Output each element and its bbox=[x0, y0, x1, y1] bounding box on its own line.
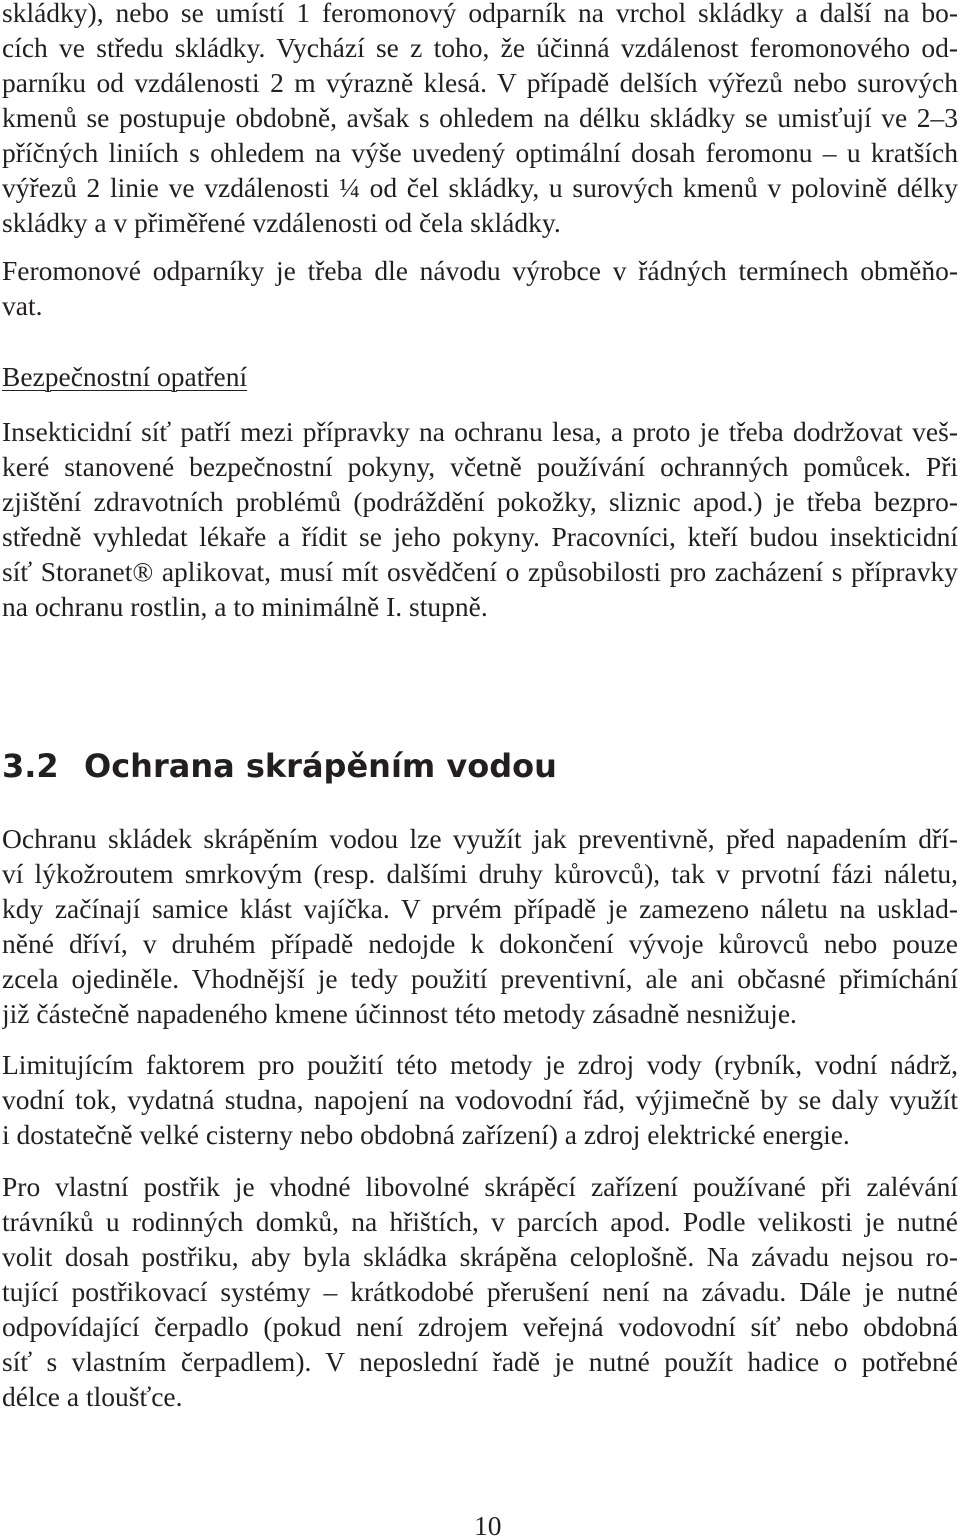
subheading-text: Bezpečnostní opatření bbox=[2, 361, 248, 392]
paragraph-line: zjištění zdravotních problémů (podráždění pokožky, sliznic apod.) je třeba bezpro- bbox=[2, 486, 958, 517]
paragraph-line: zcela ojediněle. Vhodnější je tedy použití preventivní, ale ani občasné přimíchání bbox=[2, 963, 958, 994]
paragraph bbox=[2, 253, 958, 323]
section-heading bbox=[2, 746, 557, 786]
paragraph-line: odpovídající čerpadlo (pokud není zdrojem veřejná vodovodní síť nebo obdobná bbox=[2, 1311, 958, 1342]
paragraph-line: skládky a v přiměřené vzdálenosti od čela skládky. bbox=[2, 207, 561, 238]
paragraph-line: síť s vlastním čerpadlem). V neposlední řadě je nutné použít hadice o potřebné bbox=[2, 1346, 958, 1377]
paragraph bbox=[2, 414, 958, 624]
paragraph-line: příčných liniích s ohledem na výše uvedený optimální dosah feromonu – u kratších bbox=[2, 137, 958, 168]
paragraph bbox=[2, 1169, 958, 1414]
paragraph-line: délce a tloušťce. bbox=[2, 1381, 183, 1412]
paragraph-line: vodní tok, vydatná studna, napojení na vodovodní řád, výjimečně by se daly využít bbox=[2, 1084, 958, 1115]
paragraph-line: ví lýkožroutem smrkovým (resp. dalšími druhy kůrovců), tak v prvotní fázi náletu, bbox=[2, 858, 958, 889]
paragraph-line: kdy začínají samice klást vajíčka. V prvém případě je zamezeno náletu na usklad- bbox=[2, 893, 958, 924]
paragraph-line: síť Storanet® aplikovat, musí mít osvědčení o způsobilosti pro zacházení s přípravky bbox=[2, 556, 958, 587]
section-number: 3.2 bbox=[2, 747, 59, 785]
paragraph-line: parníku od vzdálenosti 2 m výrazně klesá. V případě delších výřezů nebo surových bbox=[2, 67, 958, 98]
paragraph-line: na ochranu rostlin, a to minimálně I. stupně. bbox=[2, 591, 488, 622]
paragraph-line: již částečně napadeného kmene účinnost této metody zásadně nesnižuje. bbox=[2, 998, 797, 1029]
paragraph-line: Ochranu skládek skrápěním vodou lze využít jak preventivně, před napadením dří- bbox=[2, 823, 958, 854]
paragraph bbox=[2, 0, 958, 240]
paragraph-line: Pro vlastní postřik je vhodné libovolné skrápěcí zařízení používané při zalévání bbox=[2, 1171, 958, 1202]
paragraph-line: cích ve středu skládky. Vychází se z toho, že účinná vzdálenost feromonového od- bbox=[2, 32, 958, 63]
subheading-safety bbox=[2, 359, 958, 394]
paragraph-line: středně vyhledat lékaře a řídit se jeho pokyny. Pracovníci, kteří budou insekticidní bbox=[2, 521, 958, 552]
paragraph-line: výřezů 2 linie ve vzdálenosti ¼ od čel skládky, u surových kmenů v polovině délky bbox=[2, 172, 958, 203]
paragraph-line: něné dříví, v druhém případě nedojde k dokončení vývoje kůrovců nebo pouze bbox=[2, 928, 958, 959]
page-number: 10 bbox=[474, 1510, 502, 1540]
section-title: Ochrana skrápěním vodou bbox=[84, 747, 557, 785]
paragraph-line: keré stanovené bezpečnostní pokyny, včetně používání ochranných pomůcek. Při bbox=[2, 451, 958, 482]
paragraph-line: kmenů se postupuje obdobně, avšak s ohledem na délku skládky se umisťují ve 2–3 bbox=[2, 102, 958, 133]
paragraph-line: trávníků u rodinných domků, na hřištích, v parcích apod. Podle velikosti je nutné bbox=[2, 1206, 958, 1237]
paragraph-line: volit dosah postřiku, aby byla skládka skrápěna celoplošně. Na závadu nejsou ro- bbox=[2, 1241, 958, 1272]
paragraph-line: Feromonové odparníky je třeba dle návodu výrobce v řádných termínech obměňo- bbox=[2, 255, 958, 286]
paragraph bbox=[2, 1047, 958, 1152]
paragraph-line: vat. bbox=[2, 290, 43, 321]
paragraph-line: Insekticidní síť patří mezi přípravky na ochranu lesa, a proto je třeba dodržovat veš- bbox=[2, 416, 958, 447]
paragraph bbox=[2, 821, 958, 1031]
paragraph-line: i dostatečně velké cisterny nebo obdobná zařízení) a zdroj elektrické energie. bbox=[2, 1119, 850, 1150]
paragraph-line: tující postřikovací systémy – krátkodobé přerušení není na závadu. Dále je nutné bbox=[2, 1276, 958, 1307]
paragraph-line: Limitujícím faktorem pro použití této metody je zdroj vody (rybník, vodní nádrž, bbox=[2, 1049, 958, 1080]
paragraph-line: skládky), nebo se umístí 1 feromonový odparník na vrchol skládky a další na bo- bbox=[2, 0, 958, 28]
